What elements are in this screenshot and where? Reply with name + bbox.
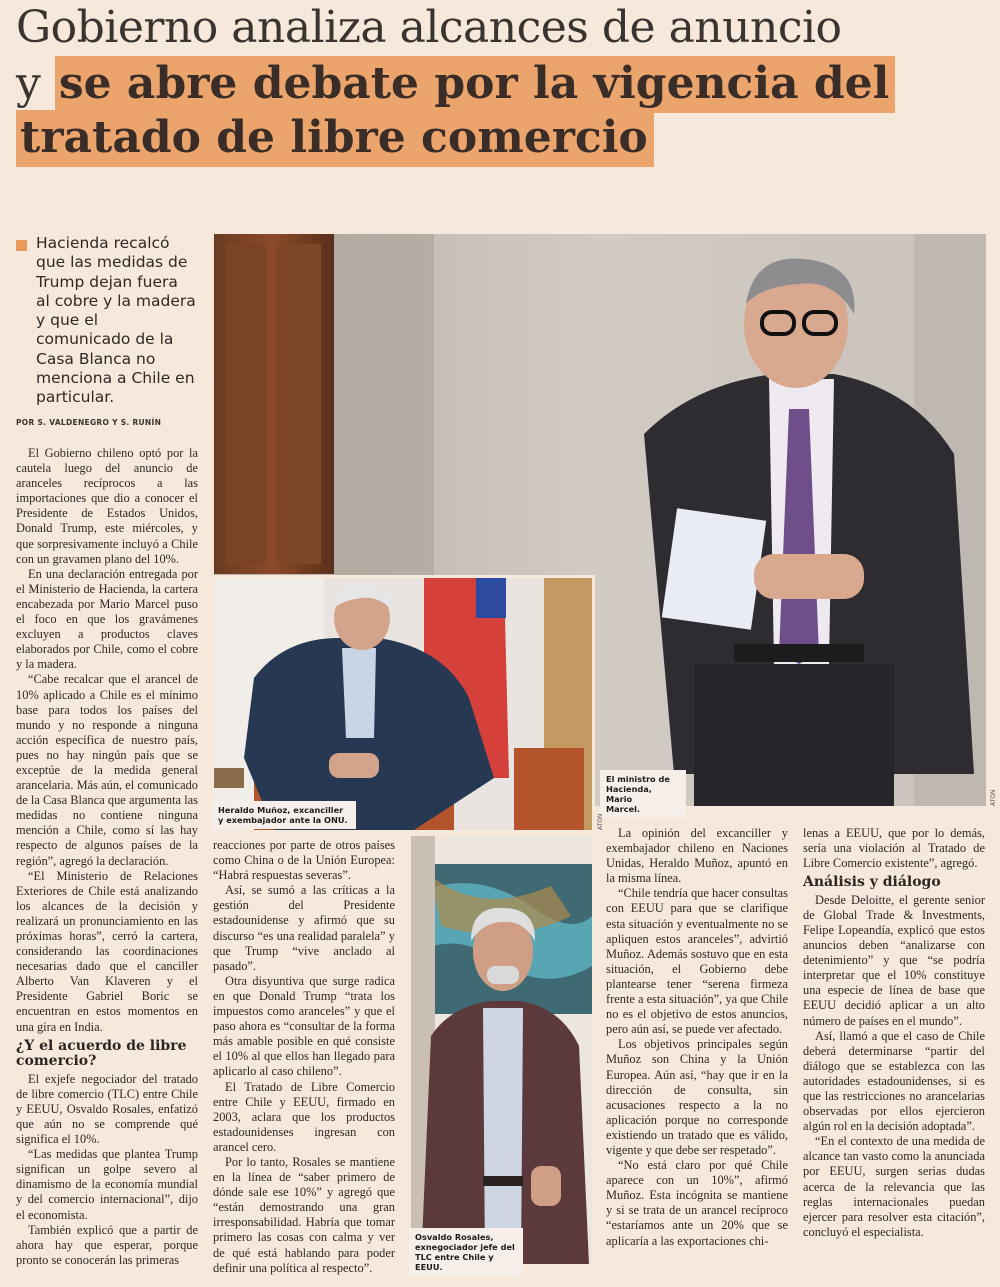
- caption-osvaldo-rosales-line-2: exnegociador jefe del: [415, 1242, 515, 1252]
- headline-highlight-1: se abre debate por la vigencia del: [55, 56, 896, 113]
- article-column-3: [606, 826, 788, 1249]
- col3-paragraph-3: Los objetivos principales según Muñoz son China y la Unión Europea. Aún así, “hay que ir en la dirección de consulta, sin acusaciones respecto a la no aplicación porque no corresponde existiendo un tratado que es válido, vigente y que debe ser respetado”.: [606, 1037, 788, 1157]
- photo-heraldo-munoz-illustration: [214, 578, 592, 830]
- photo-osvaldo-rosales-illustration: [411, 836, 592, 1264]
- article-column-4: [803, 826, 985, 1240]
- col1-paragraph-7: También explicó que a partir de ahora hay que esperar, porque pronto se conocerán las primeras: [16, 1222, 198, 1267]
- caption-heraldo-munoz-line-1: Heraldo Muñoz, excanciller: [218, 805, 344, 815]
- photo-osvaldo-rosales: [411, 836, 592, 1264]
- article-column-1: [16, 446, 198, 1268]
- caption-heraldo-munoz: [212, 801, 356, 829]
- caption-osvaldo-rosales-line-3: TLC entre Chile y EEUU.: [415, 1252, 494, 1272]
- col3-paragraph-4: “No está claro por qué Chile aparece con un 10%”, afirmó Muñoz. Esta incógnita se mantiene y si se trata de un arancel recíproco “estaríamos ante un 20% que se aplicaría a las exportaciones chi-: [606, 1158, 788, 1248]
- col4-paragraph-3: Así, llamó a que el caso de Chile deberá determinarse “partir del diálogo que se establezca con las autoridades estadounidenses, si es que las restricciones no arancelarias observadas por ellos ejercieron algún rol en la decisión adoptada”.: [803, 1028, 985, 1134]
- photo-heraldo-munoz: [214, 578, 592, 830]
- col2-paragraph-3: Otra disyuntiva que surge radica en que Donald Trump “trata los impuestos como aranceles” y que el paso ahora es “consultar de la forma más amable posible en qué consiste el 10% al que ellos han llegado para aplicarlo al caso chileno”.: [213, 973, 395, 1079]
- headline-line-2: [16, 58, 895, 109]
- col1-paragraph-3: “Cabe recalcar que el arancel de 10% aplicado a Chile es el mínimo base para todos los países del mundo y no responde a ninguna acción específica de nuestro país, pues no hay ningún país que se exceptúe de la medida general arancelaria. Más aún, el comunicado de la Casa Blanca que argumenta las medidas no contiene ninguna mención a Chile, como sí las hay respecto de algunos países de la región”, agregó la declaración.: [16, 672, 198, 868]
- photo-credit-marcel: ATON: [990, 789, 997, 806]
- col4-paragraph-4: “En el contexto de una medida de alcance tan vasto como la anunciada por EEUU, surgen serias dudas acerca de la relevancia que las reglas internacionales puedan ejercer para resolver esta citación”, concluyó el especialista.: [803, 1134, 985, 1239]
- caption-osvaldo-rosales: [409, 1228, 523, 1276]
- col4-paragraph-2: Desde Deloitte, el gerente senior de Global Trade & Investments, Felipe Lopeandía, explicó que estos anuncios deben “analizarse con detenimiento” y que “se podría interpretar que el 10% constituye una especie de línea de base que EEUU decidió aplicar a un alto número de países en el mundo”.: [803, 892, 985, 1028]
- caption-heraldo-munoz-line-2: y exembajador ante la ONU.: [218, 815, 348, 825]
- col2-paragraph-2: Así, se sumó a las críticas a la gestión del Presidente estadounidense y afirmó que su discurso “es una realidad paralela” y que Trump “vive anclado al pasado”.: [213, 883, 395, 973]
- lead-paragraph: Hacienda recalcó que las medidas de Trump dejan fuera al cobre y la madera y que el comunicado de la Casa Blanca no menciona a Chile en particular.: [36, 234, 196, 407]
- photo-credit-munoz: ATON: [597, 813, 604, 830]
- headline-highlight-2: tratado de libre comercio: [16, 110, 654, 167]
- col2-paragraph-5: Por lo tanto, Rosales se mantiene en la línea de “saber primero de dónde sale ese 10%” y agregó que “están demostrando una gran irresponsabilidad. Habría que tomar primero las cosas con calma y ver de qué está hablando para poder definir una política al respecto”.: [213, 1154, 395, 1275]
- col4-paragraph-1: lenas a EEUU, que por lo demás, sería una violación al Tratado de Libre Comercio existente”, agregó.: [803, 826, 985, 871]
- caption-mario-marcel-line-3: Marcel.: [606, 804, 641, 814]
- col3-paragraph-2: “Chile tendría que hacer consultas con EEUU para que se clarifique esta situación y eventualmente no se apliquen estos aranceles”, advirtió Muñoz. Además sostuvo que en esta situación, el Gobierno debe plantearse tener “serena firmeza frente a esta situación”, ya que Chile no es el objetivo de estos anuncios, pero aún así, se puede ver afectado.: [606, 886, 788, 1037]
- col1-subhead: ¿Y el acuerdo de libre comercio?: [16, 1037, 187, 1070]
- col1-paragraph-1: El Gobierno chileno optó por la cautela luego del anuncio de aranceles recíprocos a las importaciones que dio a conocer el Presidente de Estados Unidos, Donald Trump, este miércoles, y que sorpresivamente incluyó a Chile con un gravamen plano del 10%.: [16, 446, 198, 566]
- headline-line-2-prefix: y: [16, 58, 55, 109]
- col1-paragraph-2: En una declaración entregada por el Ministerio de Hacienda, la cartera encabezada por Mario Marcel puso el foco en que los gravámenes excluyen a productos claves elaborados por Chile, como el cobre y la madera.: [16, 566, 198, 672]
- col1-paragraph-5: El exjefe negociador del tratado de libre comercio (TLC) entre Chile y EEUU, Osvaldo Rosales, enfatizó que aún no se comprende qué significa el 10%.: [16, 1071, 198, 1147]
- caption-mario-marcel-line-1: El ministro de: [606, 774, 670, 784]
- caption-mario-marcel: [600, 770, 686, 818]
- col1-paragraph-6: “Las medidas que plantea Trump significan un golpe severo al dinamismo de la economía mundial y del comercio internacional”, dijo el economista.: [16, 1147, 198, 1222]
- col2-paragraph-1: reacciones por parte de otros países como China o de la Unión Europea: “Habrá respuestas severas”.: [213, 838, 395, 883]
- caption-mario-marcel-line-2: Hacienda, Mario: [606, 784, 652, 804]
- article-column-2: [213, 838, 395, 1276]
- col2-paragraph-4: El Tratado de Libre Comercio entre Chile y EEUU, firmado en 2003, aclara que los productos estadounidenses ingresan con arancel cero.: [213, 1079, 395, 1154]
- col1-paragraph-4: “El Ministerio de Relaciones Exteriores de Chile está analizando los alcances de la decisión y realizará un pronunciamiento en las próximas horas”, cerró la cartera, considerando las coordinaciones necesarias dado que el canciller Alberto Van Klaveren y el Presidente Gabriel Boric se encuentran en estos momentos en una gira en India.: [16, 868, 198, 1034]
- col3-paragraph-1: La opinión del excanciller y exembajador chileno en Naciones Unidas, Heraldo Muñoz, apuntó en la misma línea.: [606, 826, 788, 886]
- col4-subhead: Análisis y diálogo: [803, 874, 941, 891]
- headline-line-3: [16, 112, 654, 163]
- caption-osvaldo-rosales-line-1: Osvaldo Rosales,: [415, 1232, 494, 1242]
- headline-line-1: Gobierno analiza alcances de anuncio: [16, 2, 842, 53]
- byline: POR S. VALDENEGRO Y S. RUNÍN: [16, 418, 162, 427]
- lead-bullet-icon: [16, 240, 27, 251]
